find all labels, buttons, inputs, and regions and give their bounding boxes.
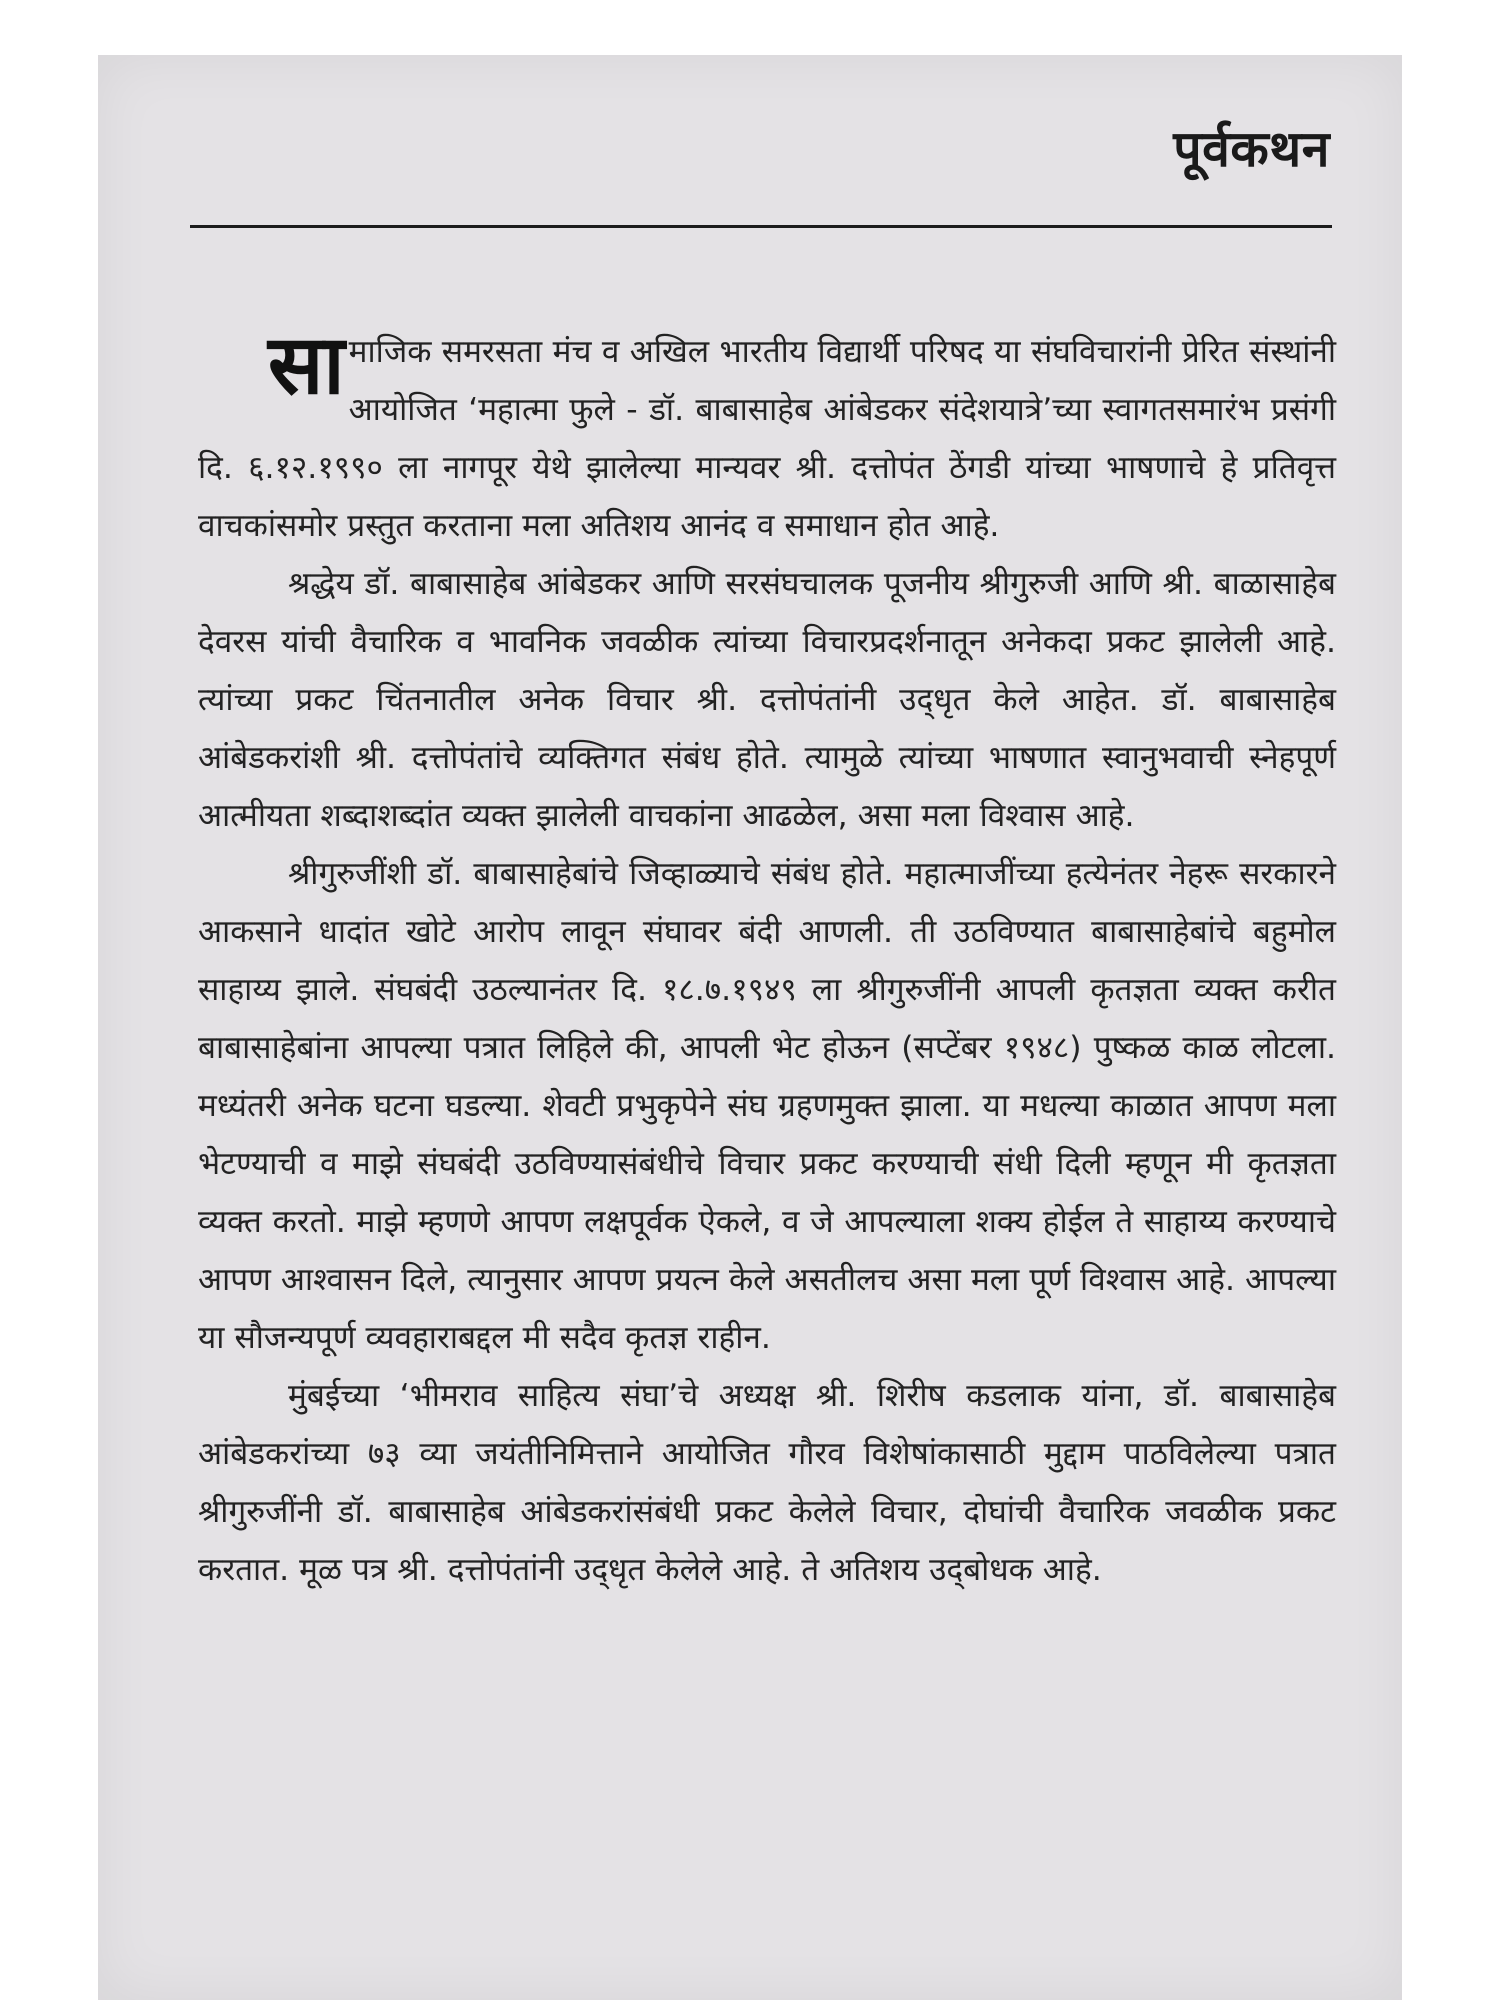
- paragraph-4: मुंबईच्या ‘भीमराव साहित्य संघा’चे अध्यक्ष श्री. शिरीष कडलाक यांना, डॉ. बाबासाहेब आंबेडकरांच्या ७३ व्या जयंतीनिमित्ताने आयोजित गौरव विशेषांकासाठी मुद्दाम पाठविलेल्या पत्रात श्रीगुरुजींनी डॉ. बाबासाहेब आंबेडकरांसंबंधी प्रकट केलेले विचार, दोघांची वैचारिक जवळीक प्रकट करतात. मूळ पत्र श्री. दत्तोपंतांनी उद्‌धृत केलेले आहे. ते अतिशय उद्‌बोधक आहे.: [198, 1378, 1336, 1588]
- paragraph-3: श्रीगुरुजींशी डॉ. बाबासाहेबांचे जिव्हाळ्याचे संबंध होते. महात्माजींच्या हत्येनंतर नेहरू सरकारने आकसाने धादांत खोटे आरोप लावून संघावर बंदी आणली. ती उठविण्यात बाबासाहेबांचे बहुमोल साहाय्य झाले. संघबंदी उठल्यानंतर दि. १८.७.१९४९ ला श्रीगुरुजींनी आपली कृतज्ञता व्यक्त करीत बाबासाहेबांना आपल्या पत्रात लिहिले की, आपली भेट होऊन (सप्टेंबर १९४८) पुष्कळ काळ लोटला. मध्यंतरी अनेक घटना घडल्या. शेवटी प्रभुकृपेने संघ ग्रहणमुक्त झाला. या मधल्या काळात आपण मला भेटण्याची व माझे संघबंदी उठविण्यासंबंधीचे विचार प्रकट करण्याची संधी दिली म्हणून मी कृतज्ञता व्यक्त करतो. माझे म्हणणे आपण लक्षपूर्वक ऐकले, व जे आपल्याला शक्य होईल ते साहाय्य करण्याचे आपण आश्वासन दिले, त्यानुसार आपण प्रयत्न केले असतीलच असा मला पूर्ण विश्वास आहे. आपल्या या सौजन्यपूर्ण व्यवहाराबद्दल मी सदैव कृतज्ञ राहीन.: [198, 856, 1336, 1356]
- page-heading: पूर्वकथन: [1173, 120, 1330, 178]
- paragraph-1-text: माजिक समरसता मंच व अखिल भारतीय विद्यार्थी परिषद या संघविचारांनी प्रेरित संस्थांनी आयोजित ‘महात्मा फुले - डॉ. बाबासाहेब आंबेडकर संदेशयात्रे’च्या स्वागतसमारंभ प्रसंगी दि. ६.१२.१९९० ला नागपूर येथे झालेल्या मान्यवर श्री. दत्तोपंत ठेंगडी यांच्या भाषणाचे हे प्रतिवृत्त वाचकांसमोर प्रस्तुत करताना मला अतिशय आनंद व समाधान होत आहे.: [198, 334, 1336, 544]
- paragraph-2: श्रद्धेय डॉ. बाबासाहेब आंबेडकर आणि सरसंघचालक पूजनीय श्रीगुरुजी आणि श्री. बाळासाहेब देवरस यांची वैचारिक व भावनिक जवळीक त्यांच्या विचारप्रदर्शनातून अनेकदा प्रकट झालेली आहे. त्यांच्या प्रकट चिंतनातील अनेक विचार श्री. दत्तोपंतांनी उद्‌धृत केले आहेत. डॉ. बाबासाहेब आंबेडकरांशी श्री. दत्तोपंतांचे व्यक्तिगत संबंध होते. त्यामुळे त्यांच्या भाषणात स्वानुभवाची स्नेहपूर्ण आत्मीयता शब्दाशब्दांत व्यक्त झालेली वाचकांना आढळेल, असा मला विश्वास आहे.: [198, 566, 1336, 834]
- heading-rule: [190, 225, 1332, 228]
- paragraph-1: [198, 318, 1336, 555]
- book-page: [98, 55, 1402, 2000]
- body-text: [198, 318, 1336, 1599]
- drop-cap: सा: [268, 318, 345, 413]
